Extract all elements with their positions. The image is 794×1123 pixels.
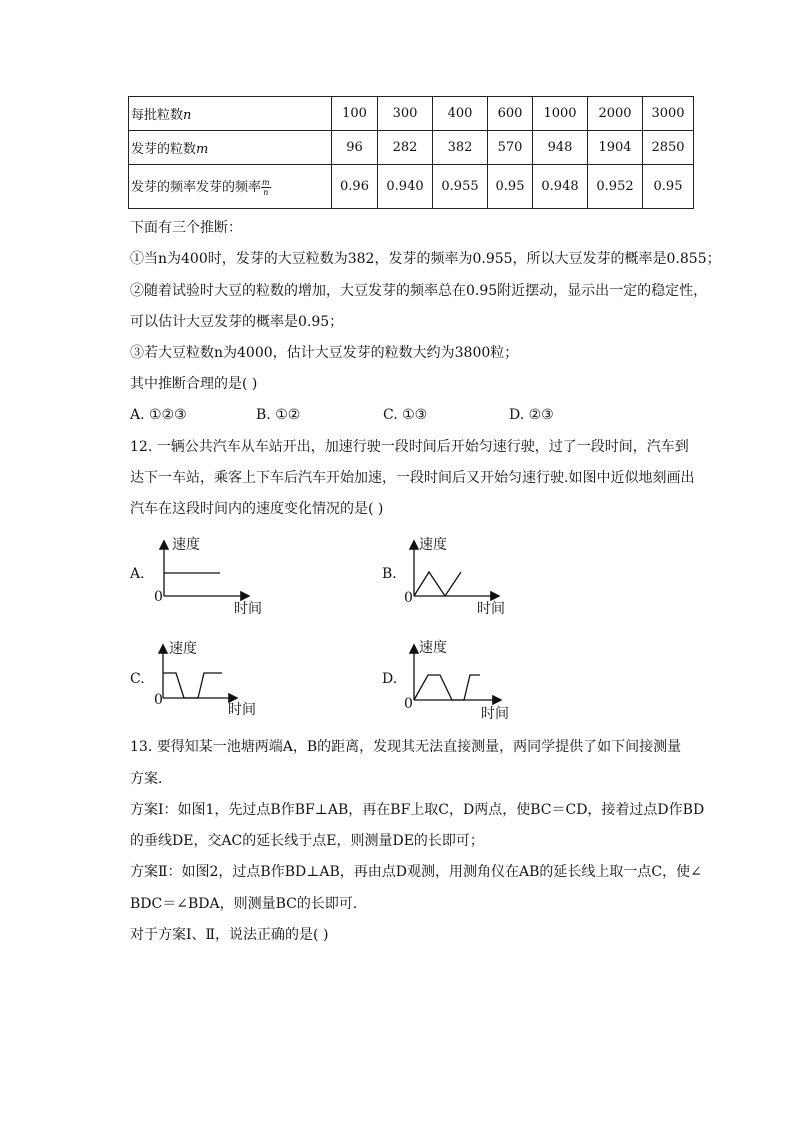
table-row: [129, 97, 694, 131]
speed-curve: [414, 675, 480, 700]
option-a-label: A.: [130, 566, 145, 582]
table-cell: 3000: [643, 97, 694, 131]
table-cell: 0.95: [643, 165, 694, 209]
q13-text-2: 方案．: [130, 771, 172, 787]
q12-text-3: 汽车在这段时间内的速度变化情况的是( ): [130, 501, 384, 517]
q11-intro: 下面有三个推断：: [130, 220, 242, 236]
table-cell: 0.948: [533, 165, 588, 209]
q11-option-c: C. ①③: [383, 407, 428, 423]
q13-text-3: 方案Ⅰ：如图1，先过点B作BF⊥AB，再在BF上取C，D两点，使BC＝CD，接着过点D作BD: [130, 802, 705, 818]
q11-statement-2b: 可以估计大豆发芽的概率是0.95；: [130, 314, 344, 330]
table-cell: 948: [533, 131, 588, 165]
q12-text-2: 达下一车站，乘客上下车后汽车开始加速，一段时间后又开始匀速行驶.如图中近似地刻画出: [130, 470, 695, 486]
graph-d-origin: 0: [404, 696, 413, 712]
graph-d-x-label: 时间: [481, 706, 509, 722]
graph-a-origin: 0: [154, 589, 163, 605]
graph-b-origin: 0: [404, 590, 413, 606]
q11-statement-2a: ②随着试验时大豆的粒数的增加，大豆发芽的频率总在0.95附近摆动，显示出一定的稳定性，: [130, 283, 708, 299]
table-cell: 2850: [643, 131, 694, 165]
graph-d: [400, 640, 520, 710]
graph-d-y-label: 速度: [419, 640, 447, 656]
q11-ask: 其中推断合理的是( ): [130, 376, 258, 392]
table-cell: 100: [332, 97, 378, 131]
q13-text-6: BDC＝∠BDA，则测量BC的长即可．: [130, 896, 367, 912]
option-b-label: B.: [382, 566, 397, 582]
q13-text-1: 13. 要得知某一池塘两端A，B的距离，发现其无法直接测量，两同学提供了如下间接测量: [130, 739, 682, 755]
graph-c-x-label: 时间: [228, 702, 256, 718]
table-cell: 282: [378, 131, 433, 165]
q13-text-4: 的垂线DE，交AC的延长线于点E，则测量DE的长即可；: [130, 833, 484, 849]
table-cell: 0.955: [433, 165, 488, 209]
table-cell: 0.96: [332, 165, 378, 209]
speed-curve: [163, 673, 222, 698]
table-cell: 300: [378, 97, 433, 131]
option-d-label: D.: [382, 671, 398, 687]
table-cell: 382: [433, 131, 488, 165]
graph-c-origin: 0: [154, 692, 163, 708]
q11-statement-3: ③若大豆粒数n为4000，估计大豆发芽的粒数大约为3800粒；: [130, 345, 519, 361]
graph-b-y-label: 速度: [419, 537, 447, 553]
table-cell: 570: [488, 131, 533, 165]
graph-a: [150, 536, 270, 602]
q12-text-1: 12. 一辆公共汽车从车站开出，加速行驶一段时间后开始匀速行驶，过了一段时间，汽车到: [130, 439, 689, 455]
graph-b-x-label: 时间: [477, 601, 505, 617]
graph-a-x-label: 时间: [234, 601, 262, 617]
q13-text-5: 方案Ⅱ：如图2，过点B作BD⊥AB，再由点D观测，用测角仪在AB的延长线上取一点C，使∠: [130, 864, 702, 880]
table-cell: 600: [488, 97, 533, 131]
graph-c: [150, 640, 250, 706]
option-c-label: C.: [130, 671, 145, 687]
q11-option-a: A. ①②③: [130, 407, 187, 423]
q11-statement-1: ①当n为400时，发芽的大豆粒数为382，发芽的频率为0.955，所以大豆发芽的概率是0.855；: [130, 251, 721, 267]
table-row: [129, 131, 694, 165]
table-cell: 400: [433, 97, 488, 131]
table-cell: 0.95: [488, 165, 533, 209]
speed-curve: [414, 572, 461, 596]
table-cell: 0.952: [588, 165, 643, 209]
row-header: 发芽的粒数m: [129, 131, 332, 165]
q13-text-7: 对于方案Ⅰ、Ⅱ，说法正确的是( ): [130, 927, 329, 943]
table-cell: 1904: [588, 131, 643, 165]
table-cell: 96: [332, 131, 378, 165]
graph-a-y-label: 速度: [172, 537, 200, 553]
q11-option-d: D. ②③: [509, 407, 554, 423]
graph-b: [400, 536, 520, 602]
table-row: [129, 165, 694, 209]
table-cell: 1000: [533, 97, 588, 131]
q11-option-b: B. ①②: [256, 407, 301, 423]
row-header: 发芽的频率发芽的频率 $\frac{m}{n}$: [129, 165, 332, 209]
graph-c-y-label: 速度: [169, 641, 197, 657]
germination-table: [128, 96, 694, 209]
table-cell: 0.940: [378, 165, 433, 209]
fraction-m-over-n: $\frac{m}{n}$: [262, 178, 270, 197]
row-header: 每批粒数n: [129, 97, 332, 131]
table-cell: 2000: [588, 97, 643, 131]
